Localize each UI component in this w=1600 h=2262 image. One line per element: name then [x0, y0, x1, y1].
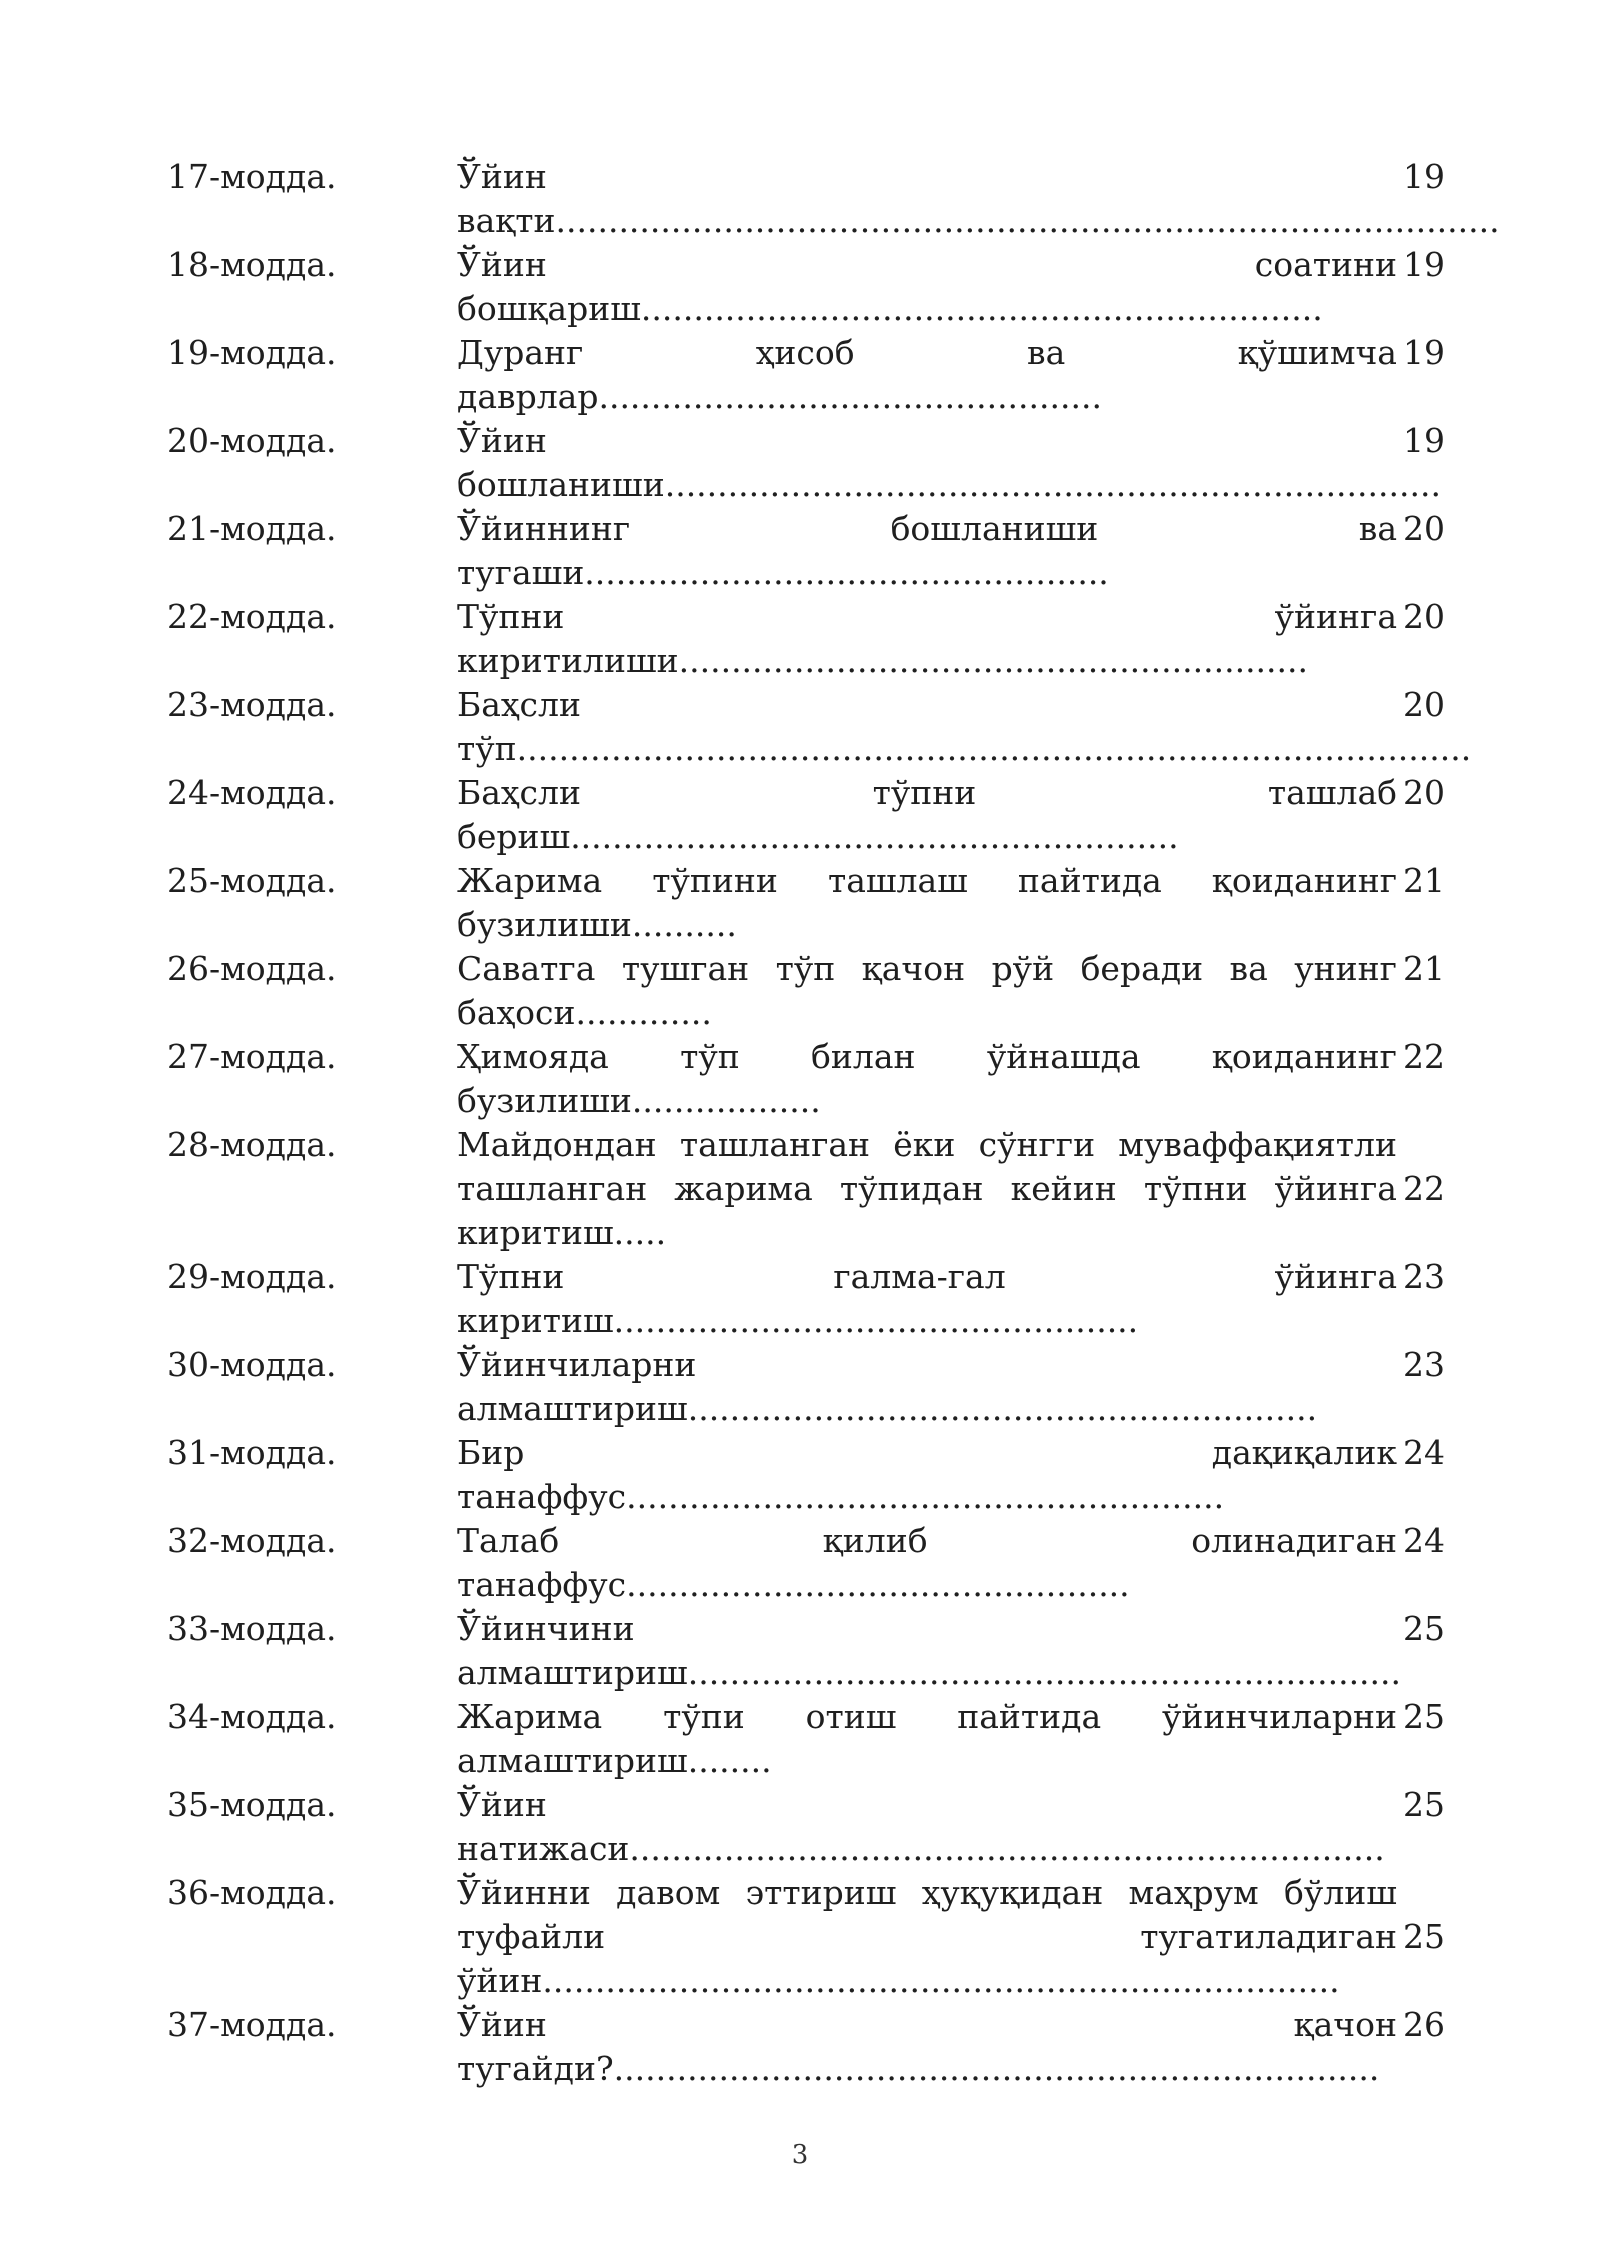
toc-entry: [167, 1343, 1445, 1431]
toc-title-line: [457, 1079, 1397, 1123]
toc-title-word: ташланган: [457, 1169, 648, 1208]
toc-title-line: [457, 595, 1397, 639]
toc-title-word: Бир: [457, 1433, 525, 1472]
toc-title-word: бошқариш.................................................................: [457, 289, 1323, 328]
toc-title-line: [457, 1695, 1397, 1739]
toc-page-number: 19: [1403, 157, 1445, 196]
toc-title-line: [457, 243, 1397, 287]
toc-title-word: Ўйиннинг: [457, 509, 631, 548]
toc-title-word: ўйнашда: [986, 1037, 1141, 1076]
toc-title-word: қоиданинг: [1211, 1037, 1397, 1076]
toc-title-word: тўпидан: [839, 1169, 984, 1208]
toc-entry: [167, 1123, 1445, 1255]
toc-title-word: ўйинга: [1274, 597, 1397, 636]
toc-title: [457, 595, 1397, 683]
toc-entry: [167, 1607, 1445, 1695]
toc-title-line: [457, 1783, 1397, 1827]
toc-title-word: тугатиладиган: [1140, 1917, 1397, 1956]
toc-title-line: [457, 199, 1500, 243]
toc-article-number: 33-модда.: [167, 1609, 337, 1648]
toc-title: [457, 771, 1397, 859]
toc-title-line: [457, 1827, 1397, 1871]
toc-title: [457, 1255, 1397, 1343]
toc-page-number: 20: [1403, 597, 1445, 636]
toc-title-line: [457, 2047, 1397, 2091]
toc-title: [457, 507, 1397, 595]
toc-title-word: бошланиши..........................................................................: [457, 465, 1441, 504]
toc-title-line: [457, 1343, 1397, 1387]
toc-article-number: 19-модда.: [167, 333, 337, 372]
toc-title-line: [457, 1035, 1397, 1079]
toc-title: [457, 1035, 1397, 1123]
toc-title-word: кейин: [1010, 1169, 1117, 1208]
toc-title-word: бошланиши: [890, 509, 1099, 548]
toc-title-line: [457, 551, 1397, 595]
toc-title-word: Ўйин: [457, 157, 547, 196]
toc-title-word: бериш..........................................................: [457, 817, 1179, 856]
toc-title-line: [457, 1167, 1397, 1211]
toc-entry: [167, 331, 1445, 419]
toc-title-word: ўйинга: [1274, 1257, 1397, 1296]
toc-title-word: Дуранг: [457, 333, 584, 372]
toc-entry: [167, 947, 1445, 1035]
toc-title-line: [457, 1915, 1397, 1959]
toc-page-number: 25: [1403, 1697, 1445, 1736]
toc-title-line: [457, 2003, 1397, 2047]
page-number: 3: [791, 2140, 809, 2170]
toc-title-line: [457, 375, 1397, 419]
toc-entry: [167, 1255, 1445, 1343]
toc-title-word: Ўйин: [457, 1785, 547, 1824]
toc-title-word: тўп: [775, 949, 836, 988]
toc-title-word: тўпи: [663, 1697, 745, 1736]
toc-page-number: 23: [1403, 1257, 1445, 1296]
toc-title-word: беради: [1080, 949, 1204, 988]
toc-article-number: 21-модда.: [167, 509, 337, 548]
toc-title-word: ҳуқуқидан: [921, 1873, 1104, 1912]
toc-title-word: алмаштириш....................................................................: [457, 1653, 1402, 1692]
toc-entry: [167, 155, 1500, 243]
toc-title-word: Майдондан: [457, 1125, 657, 1164]
toc-title-word: бузилиши..................: [457, 1081, 821, 1120]
toc-title-line: [457, 419, 1397, 463]
toc-title-word: тушган: [621, 949, 750, 988]
toc-title-line: [457, 683, 1397, 727]
toc-title-line: [457, 463, 1441, 507]
toc-title-line: [457, 1871, 1397, 1915]
toc-title-word: Тўпни: [457, 597, 565, 636]
toc-page-number: 22: [1403, 1169, 1445, 1208]
toc-title-word: Баҳсли: [457, 773, 581, 812]
toc-page-number: 19: [1403, 421, 1445, 460]
toc-title-word: тўпини: [652, 861, 778, 900]
toc-title-word: Ўйинчини: [457, 1609, 635, 1648]
toc-title-word: Баҳсли: [457, 685, 581, 724]
toc-title: [457, 1607, 1402, 1695]
toc-title-line: [457, 1211, 1397, 1255]
toc-title-line: [457, 507, 1397, 551]
toc-title-line: [457, 1607, 1397, 1651]
toc-title-word: Ўйинни: [457, 1873, 591, 1912]
toc-title-line: [457, 639, 1397, 683]
toc-title-word: галма-гал: [833, 1257, 1006, 1296]
toc-title-word: Саватга: [457, 949, 596, 988]
toc-title-word: ташлаб: [1267, 773, 1397, 812]
toc-article-number: 17-модда.: [167, 157, 337, 196]
toc-entry: [167, 2003, 1445, 2091]
toc-title-word: қоиданинг: [1211, 861, 1397, 900]
toc-entry: [167, 1871, 1445, 2003]
toc-title-word: пайтида: [957, 1697, 1102, 1736]
toc-title-line: [457, 991, 1397, 1035]
toc-article-number: 18-модда.: [167, 245, 337, 284]
toc-title-word: Ўйин: [457, 421, 547, 460]
toc-entry: [167, 419, 1445, 507]
toc-title-line: [457, 903, 1397, 947]
toc-title-line: [457, 727, 1472, 771]
toc-article-number: 36-модда.: [167, 1873, 337, 1912]
toc-title-word: тўпни: [1143, 1169, 1248, 1208]
toc-entry: [167, 1035, 1445, 1123]
toc-title-word: вақти..........................................................................................: [457, 201, 1500, 240]
toc-title-word: ёки: [893, 1125, 956, 1164]
toc-page-number: 25: [1403, 1785, 1445, 1824]
toc-title: [457, 947, 1397, 1035]
toc-title-word: Ўйин: [457, 2005, 547, 2044]
toc-entry: [167, 859, 1445, 947]
toc-entry: [167, 595, 1445, 683]
toc-title-word: қилиб: [822, 1521, 928, 1560]
toc-title: [457, 1343, 1397, 1431]
toc-page-number: 25: [1403, 1609, 1445, 1648]
toc-title: [457, 1695, 1397, 1783]
toc-title-word: алмаштириш............................................................: [457, 1389, 1318, 1428]
toc-page-number: 19: [1403, 245, 1445, 284]
toc-title-word: олинадиган: [1191, 1521, 1397, 1560]
toc-entry: [167, 771, 1445, 859]
toc-title-word: ташланган: [679, 1125, 871, 1164]
toc-article-number: 26-модда.: [167, 949, 337, 988]
toc-page-number: 24: [1403, 1521, 1445, 1560]
toc-article-number: 25-модда.: [167, 861, 337, 900]
toc-article-number: 35-модда.: [167, 1785, 337, 1824]
toc-title-word: қачон: [1293, 2005, 1397, 2044]
toc-entry: [167, 1519, 1445, 1607]
toc-title-word: тўп...........................................................................................: [457, 729, 1472, 768]
toc-title-word: танаффус................................................: [457, 1565, 1130, 1604]
toc-page-number: 22: [1403, 1037, 1445, 1076]
toc-title-word: ва: [1229, 949, 1268, 988]
toc-article-number: 20-модда.: [167, 421, 337, 460]
toc-title-word: соатини: [1254, 245, 1397, 284]
toc-page-number: 25: [1403, 1917, 1445, 1956]
toc-page-number: 20: [1403, 509, 1445, 548]
toc-article-number: 28-модда.: [167, 1125, 337, 1164]
toc-title-word: ҳисоб: [755, 333, 855, 372]
toc-title-line: [457, 947, 1397, 991]
toc-title: [457, 1783, 1397, 1871]
toc-article-number: 27-модда.: [167, 1037, 337, 1076]
toc-title-word: даврлар................................................: [457, 377, 1102, 416]
toc-title-word: натижаси........................................................................: [457, 1829, 1385, 1868]
toc-title-word: Жарима: [457, 861, 603, 900]
toc-title-line: [457, 815, 1397, 859]
toc-title-word: тугайди?.........................................................................: [457, 2049, 1380, 2088]
toc-title-line: [457, 287, 1397, 331]
toc-title-line: [457, 1739, 1397, 1783]
toc-title-word: туфайли: [457, 1917, 606, 1956]
toc-title: [457, 1431, 1397, 1519]
toc-title-word: Жарима: [457, 1697, 603, 1736]
toc-title-word: Ҳимояда: [457, 1037, 609, 1076]
toc-article-number: 32-модда.: [167, 1521, 337, 1560]
toc-article-number: 34-модда.: [167, 1697, 337, 1736]
toc-title-line: [457, 1475, 1397, 1519]
toc-article-number: 29-модда.: [167, 1257, 337, 1296]
toc-title: [457, 1871, 1397, 2003]
toc-title-word: тўп: [680, 1037, 740, 1076]
toc-title-line: [457, 859, 1397, 903]
toc-page-number: 26: [1403, 2005, 1445, 2044]
toc-title-word: тугаши..................................................: [457, 553, 1109, 592]
toc-title-word: Ўйин: [457, 245, 547, 284]
toc-title-line: [457, 1123, 1397, 1167]
toc-title-word: дақиқалик: [1211, 1433, 1397, 1472]
toc-title: [457, 859, 1397, 947]
toc-page-number: 21: [1403, 861, 1445, 900]
toc-entry: [167, 507, 1445, 595]
toc-title-word: киритиш.....: [457, 1213, 667, 1252]
toc-page-number: 21: [1403, 949, 1445, 988]
toc-title-word: пайтида: [1017, 861, 1162, 900]
toc-page-number: 23: [1403, 1345, 1445, 1384]
toc-title-word: тўпни: [872, 773, 977, 812]
toc-title-word: алмаштириш........: [457, 1741, 772, 1780]
toc-title-word: Талаб: [457, 1521, 560, 1560]
toc-article-number: 23-модда.: [167, 685, 337, 724]
toc-title-word: ўйинчиларни: [1162, 1697, 1397, 1736]
toc-title-line: [457, 1959, 1397, 2003]
toc-title-word: билан: [811, 1037, 916, 1076]
toc-article-number: 31-модда.: [167, 1433, 337, 1472]
toc-title-word: танаффус.........................................................: [457, 1477, 1225, 1516]
toc-title: [457, 1519, 1397, 1607]
toc-title-word: жарима: [674, 1169, 813, 1208]
toc-title-line: [457, 1299, 1397, 1343]
toc-title-word: ўйин............................................................................: [457, 1961, 1340, 2000]
toc-entry: [167, 1431, 1445, 1519]
toc-title-word: давом: [616, 1873, 721, 1912]
toc-entry: [167, 243, 1445, 331]
toc-title-word: отиш: [805, 1697, 897, 1736]
toc-title: [457, 331, 1397, 419]
toc-title-line: [457, 1387, 1397, 1431]
toc-title-word: бузилиши..........: [457, 905, 737, 944]
toc-title: [457, 1123, 1397, 1255]
toc-title-word: сўнгги: [978, 1125, 1096, 1164]
toc-title-line: [457, 331, 1397, 375]
toc-page-number: 19: [1403, 333, 1445, 372]
toc-title-word: бўлиш: [1284, 1873, 1397, 1912]
toc-title-line: [457, 1519, 1397, 1563]
toc-title-line: [457, 1651, 1402, 1695]
toc-title-line: [457, 1431, 1397, 1475]
toc-page-number: 24: [1403, 1433, 1445, 1472]
toc-title-line: [457, 1255, 1397, 1299]
toc-article-number: 37-модда.: [167, 2005, 337, 2044]
toc-title-word: киритилиши............................................................: [457, 641, 1309, 680]
toc-title-word: рўй: [991, 949, 1055, 988]
toc-title-word: эттириш: [745, 1873, 897, 1912]
toc-page-number: 20: [1403, 685, 1445, 724]
table-of-contents: [167, 155, 1500, 2091]
toc-title-line: [457, 771, 1397, 815]
toc-entry: [167, 1695, 1445, 1783]
toc-title-word: ташлаш: [827, 861, 968, 900]
toc-entry: [167, 683, 1472, 771]
toc-title-word: маҳрум: [1128, 1873, 1259, 1912]
toc-title: [457, 2003, 1397, 2091]
toc-title-word: ва: [1358, 509, 1397, 548]
toc-title-line: [457, 155, 1397, 199]
toc-title-word: муваффақиятли: [1118, 1125, 1397, 1164]
toc-title-word: киритиш..................................................: [457, 1301, 1139, 1340]
toc-article-number: 30-модда.: [167, 1345, 337, 1384]
toc-title-word: ўйинга: [1274, 1169, 1397, 1208]
toc-page-number: 20: [1403, 773, 1445, 812]
toc-entry: [167, 1783, 1445, 1871]
toc-title-word: қачон: [861, 949, 966, 988]
toc-title-word: Тўпни: [457, 1257, 565, 1296]
toc-title-word: Ўйинчиларни: [457, 1345, 697, 1384]
toc-article-number: 22-модда.: [167, 597, 337, 636]
toc-title-word: ва: [1027, 333, 1066, 372]
toc-title-word: унинг: [1294, 949, 1397, 988]
toc-title-word: қўшимча: [1237, 333, 1397, 372]
toc-title-line: [457, 1563, 1397, 1607]
toc-title-word: баҳоси.............: [457, 993, 712, 1032]
toc-article-number: 24-модда.: [167, 773, 337, 812]
toc-title: [457, 243, 1397, 331]
